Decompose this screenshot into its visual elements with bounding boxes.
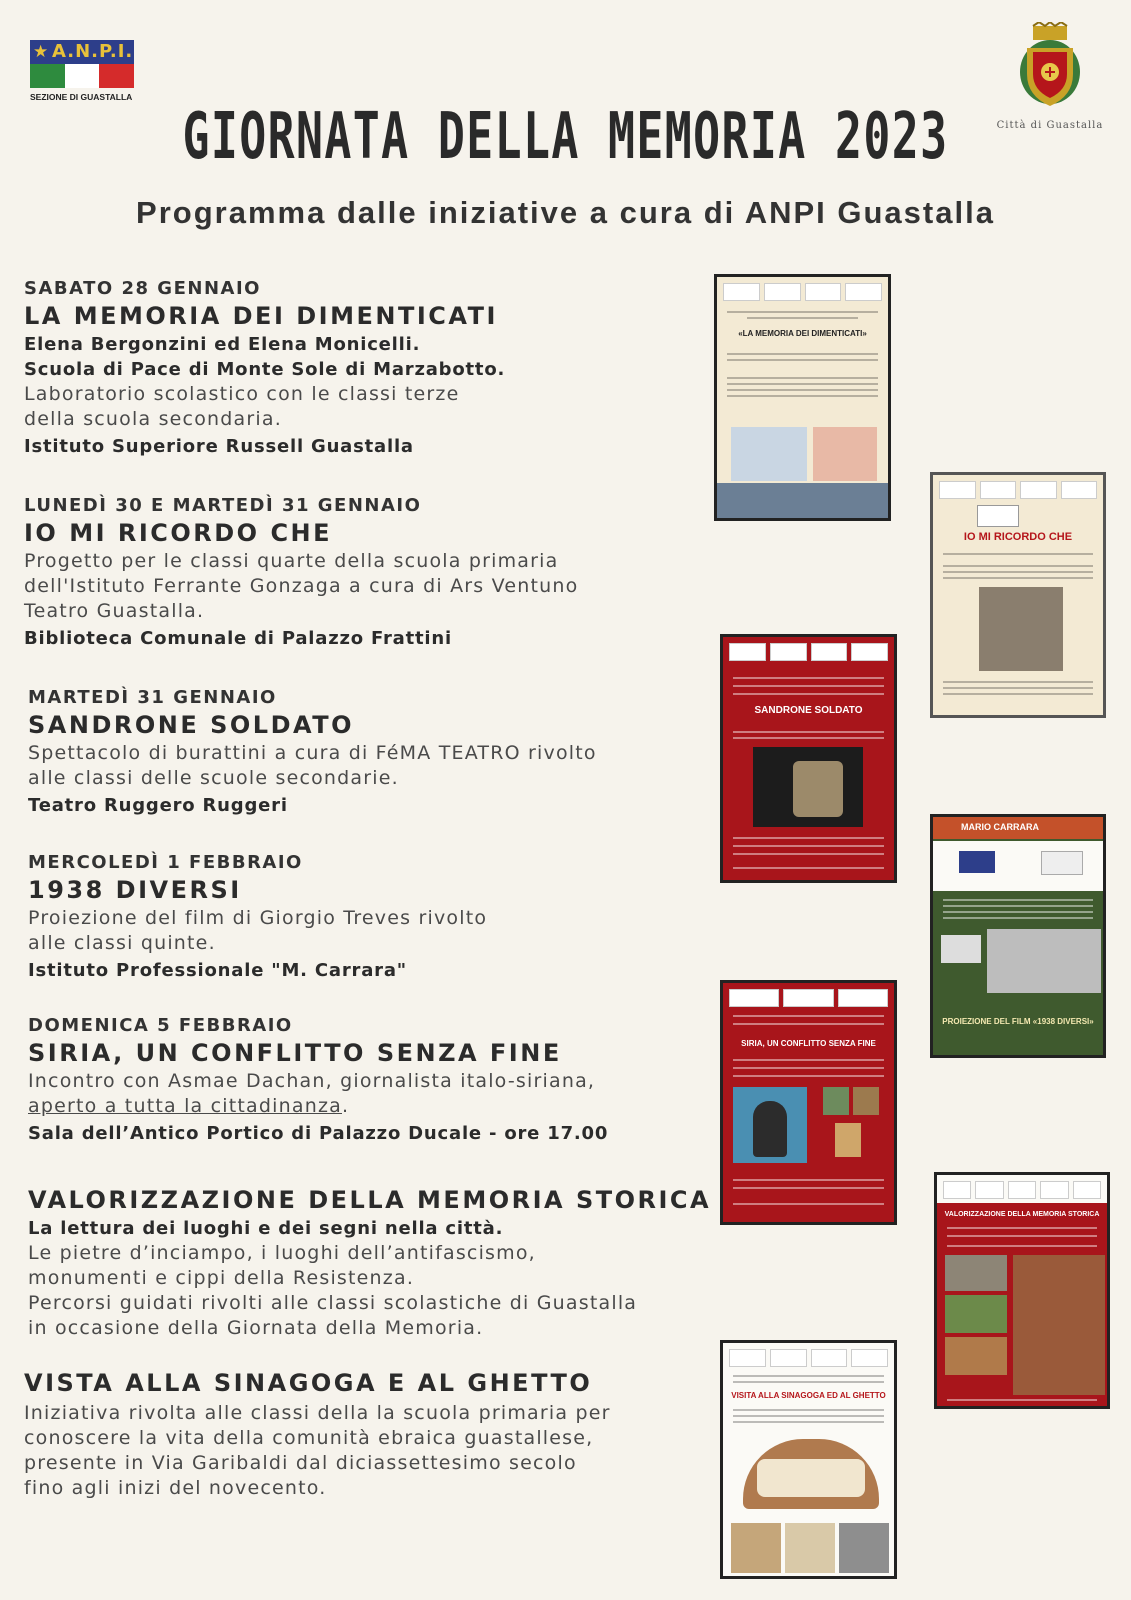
page-subtitle: Programma dalle iniziative a cura di ANPI Guastalla [136, 195, 995, 230]
poster-title: VISITA ALLA SINAGOGA ED AL GHETTO [731, 1391, 886, 1400]
event-speakers: Elena Bergonzini ed Elena Monicelli. [24, 334, 421, 355]
event-description-line: in occasione della Giornata della Memoria. [28, 1317, 484, 1339]
event-description-line: Le pietre d’inciampo, i luoghi dell’antifascismo, [28, 1242, 536, 1264]
poster-title: IO MI RICORDO CHE [963, 531, 1073, 543]
event-description-line: Progetto per le classi quarte della scuola primaria [24, 550, 559, 572]
star-icon: ★ [33, 42, 49, 62]
event-description-line: Spettacolo di burattini a cura di FéMA TEATRO rivolto [28, 742, 597, 764]
anpi-section-label: SEZIONE DI GUASTALLA [30, 92, 133, 102]
page-title: GIORNATA DELLA MEMORIA 2023 [182, 100, 949, 174]
city-label: Città di Guastalla [996, 120, 1104, 131]
poster-title: PROIEZIONE DEL FILM «1938 DIVERSI» [942, 1017, 1094, 1026]
event-io-mi-ricordo-che [24, 495, 724, 651]
event-description-line: Teatro Guastalla. [24, 600, 205, 622]
event-date: MARTEDÌ 31 GENNAIO [28, 687, 277, 708]
event-description-line: presente in Via Garibaldi dal diciassettesimo secolo [24, 1452, 577, 1474]
crest-icon [1015, 22, 1085, 112]
event-venue: Istituto Superiore Russell Guastalla [24, 436, 414, 457]
event-title: SANDRONE SOLDATO [28, 711, 354, 739]
event-valorizzazione [28, 1183, 728, 1341]
event-description-line: dell'Istituto Ferrante Gonzaga a cura di Ars Ventuno [24, 575, 579, 597]
event-description-line: Incontro con Asmae Dachan, giornalista italo-siriana, [28, 1070, 596, 1092]
poster-1938-diversi [930, 814, 1106, 1058]
event-date: MERCOLEDÌ 1 FEBBRAIO [28, 852, 303, 873]
open-to-all-link[interactable]: aperto a tutta la cittadinanza [28, 1095, 342, 1117]
poster-title: SIRIA, UN CONFLITTO SENZA FINE [741, 1039, 876, 1048]
event-title: VISTA ALLA SINAGOGA E AL GHETTO [24, 1369, 593, 1397]
event-1938-diversi [28, 852, 728, 983]
event-organizer: Scuola di Pace di Monte Sole di Marzabotto. [24, 359, 506, 380]
event-title: 1938 DIVERSI [28, 876, 242, 904]
poster-sinagoga [720, 1340, 897, 1579]
poster-io-mi-ricordo-che [930, 472, 1106, 718]
event-date: LUNEDÌ 30 E MARTEDÌ 31 GENNAIO [24, 495, 422, 516]
event-description-line: alle classi delle scuole secondarie. [28, 767, 399, 789]
event-venue: Biblioteca Comunale di Palazzo Frattini [24, 628, 452, 649]
event-description-line: Laboratorio scolastico con le classi terze [24, 383, 460, 405]
event-date: SABATO 28 GENNAIO [24, 278, 261, 299]
event-description-line: della scuola secondaria. [24, 408, 282, 430]
event-description-line: alle classi quinte. [28, 932, 216, 954]
event-memoria-dimenticati [24, 278, 724, 459]
anpi-logo-text: A.N.P.I. [52, 41, 134, 62]
event-venue: Teatro Ruggero Ruggeri [28, 795, 288, 816]
event-description-line: Iniziativa rivolta alle classi della la scuola primaria per [24, 1402, 611, 1424]
poster-memoria-dimenticati [714, 274, 891, 521]
poster-title: SANDRONE SOLDATO [754, 705, 863, 716]
event-title: LA MEMORIA DEI DIMENTICATI [24, 302, 498, 330]
event-title: IO MI RICORDO CHE [24, 519, 333, 547]
event-venue: Sala dell’Antico Portico di Palazzo Ducale - ore 17.00 [28, 1123, 609, 1144]
event-venue: Istituto Professionale "M. Carrara" [28, 960, 407, 981]
event-description-line: monumenti e cippi della Resistenza. [28, 1267, 415, 1289]
poster-title: «LA MEMORIA DEI DIMENTICATI» [738, 329, 867, 338]
period: . [342, 1095, 350, 1117]
event-description-line: Percorsi guidati rivolti alle classi scolastiche di Guastalla [28, 1292, 638, 1314]
event-date: DOMENICA 5 FEBBRAIO [28, 1015, 293, 1036]
event-description-line [28, 1094, 728, 1119]
poster-valorizzazione [934, 1172, 1110, 1409]
city-crest-logo [990, 22, 1110, 131]
event-description-line: fino agli inizi del novecento. [24, 1477, 327, 1499]
event-subtitle: La lettura dei luoghi e dei segni nella città. [28, 1218, 504, 1239]
event-description-line: conoscere la vita della comunità ebraica guastallese, [24, 1427, 594, 1449]
event-sandrone-soldato [28, 687, 728, 818]
event-title: SIRIA, UN CONFLITTO SENZA FINE [28, 1039, 562, 1067]
poster-title: VALORIZZAZIONE DELLA MEMORIA STORICA [944, 1211, 1100, 1218]
anpi-logo [30, 40, 138, 102]
poster-header: MARIO CARRARA [961, 822, 1039, 832]
event-description-line: Proiezione del film di Giorgio Treves rivolto [28, 907, 488, 929]
event-siria [28, 1015, 728, 1146]
event-sinagoga [24, 1366, 724, 1501]
poster-sandrone-soldato [720, 634, 897, 883]
poster-siria [720, 980, 897, 1225]
event-title: VALORIZZAZIONE DELLA MEMORIA STORICA [28, 1186, 712, 1214]
